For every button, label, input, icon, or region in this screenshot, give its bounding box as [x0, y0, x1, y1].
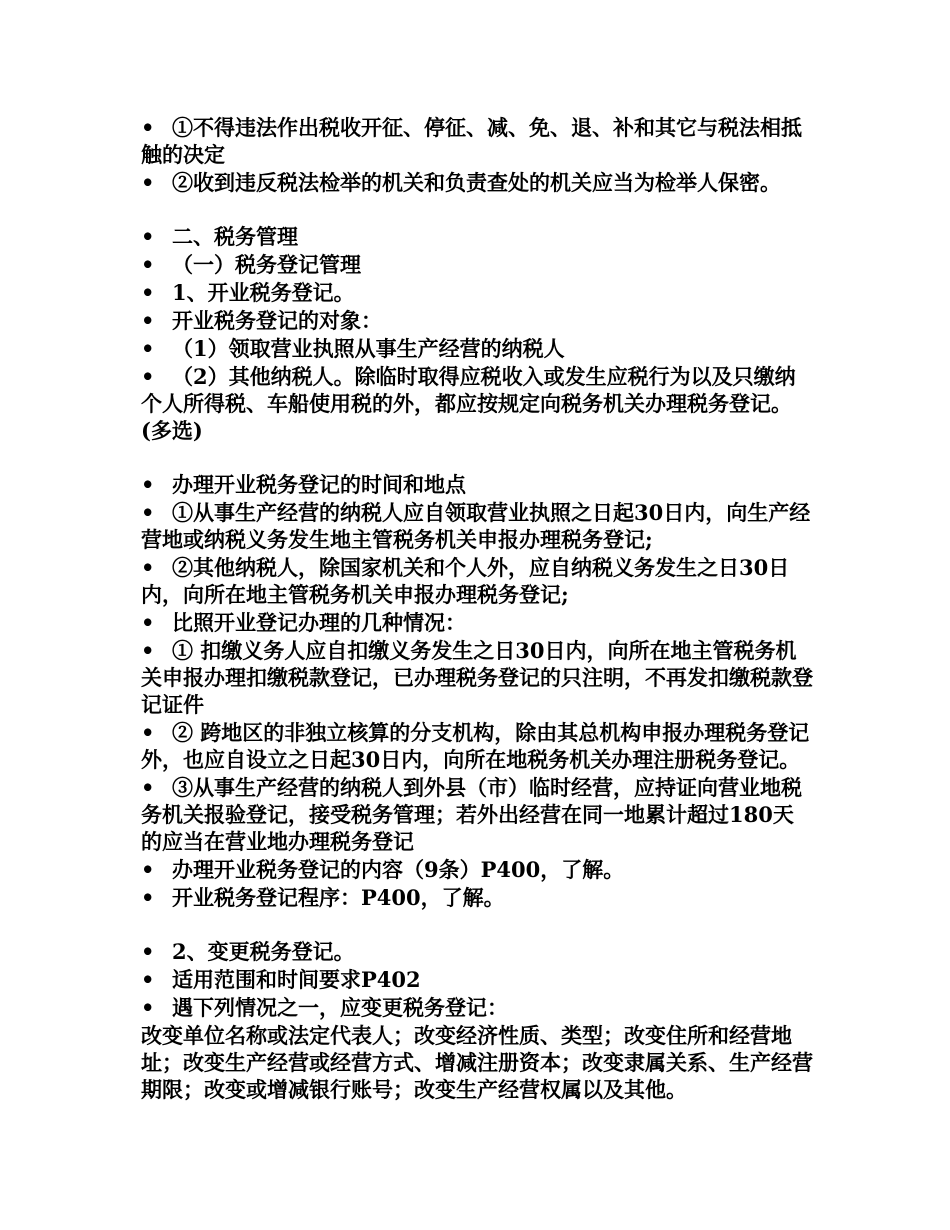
list-item-text: 比照开业登记办理的几种情况：	[172, 610, 466, 635]
bullet-icon: •	[141, 472, 155, 497]
list-item	[141, 938, 813, 965]
list-item	[141, 884, 813, 911]
list-item-text: ①不得违法作出税收开征、停征、减、免、退、补和其它与税法相抵触的决定	[141, 115, 802, 167]
list-item-text: 1、开业税务登记。	[172, 280, 355, 305]
list-item-text: 遇下列情况之一，应变更税务登记：	[172, 995, 508, 1020]
bullet-icon: •	[141, 638, 155, 663]
bullet-icon: •	[141, 939, 155, 964]
list-item	[141, 994, 813, 1021]
list-item	[141, 114, 813, 168]
list-item-text: 办理开业税务登记的内容（9条）P400，了解。	[172, 857, 625, 882]
list-item-text: ②其他纳税人，除国家机关和个人外，应自纳税义务发生之日30日内，向所在地主管税务机关申报办理税务登记;	[141, 555, 790, 607]
list-item	[141, 554, 813, 608]
list-item-text: 开业税务登记的对象：	[172, 308, 382, 333]
bullet-icon: •	[141, 170, 155, 195]
list-item-text: ② 跨地区的非独立核算的分支机构，除由其总机构申报办理税务登记外，也应自设立之日起30日内，向所在地税务机关办理注册税务登记。	[141, 720, 810, 772]
list-item-text: ① 扣缴义务人应自扣缴义务发生之日30日内，向所在地主管税务机关申报办理扣缴税款登记，已办理税务登记的只注明，不再发扣缴税款登记证件	[141, 638, 813, 717]
list-item	[141, 335, 813, 362]
bullet-icon: •	[141, 857, 155, 882]
list-item	[141, 966, 813, 993]
list-item-text: 办理开业税务登记的时间和地点	[172, 472, 466, 497]
list-item	[141, 363, 813, 444]
paragraph-gap	[141, 445, 813, 471]
subsection-heading: （一）税务登记管理	[172, 252, 361, 277]
list-item-text: 2、变更税务登记。	[172, 939, 355, 964]
paragraph-gap	[141, 197, 813, 223]
list-item-text: ③从事生产经营的纳税人到外县（市）临时经营，应持证向营业地税务机关报验登记，接受税务管理；若外出经营在同一地累计超过180天的应当在营业地办理税务登记	[141, 775, 802, 854]
list-item	[141, 637, 813, 718]
list-item	[141, 223, 813, 250]
bullet-icon: •	[141, 280, 155, 305]
bullet-icon: •	[141, 775, 155, 800]
bullet-icon: •	[141, 555, 155, 580]
paragraph-gap	[141, 912, 813, 938]
bullet-icon: •	[141, 720, 155, 745]
list-item-text: （1）领取营业执照从事生产经营的纳税人	[172, 336, 565, 361]
bullet-icon: •	[141, 336, 155, 361]
bullet-icon: •	[141, 500, 155, 525]
bullet-icon: •	[141, 995, 155, 1020]
document-page	[141, 114, 813, 1103]
list-item	[141, 609, 813, 636]
list-item	[141, 169, 813, 196]
closing-paragraph: 改变单位名称或法定代表人；改变经济性质、类型；改变住所和经营地址；改变生产经营或经营方式、增减注册资本；改变隶属关系、生产经营期限；改变或增减银行账号；改变生产经营权属以及其他。	[141, 1023, 813, 1102]
list-item	[141, 499, 813, 553]
bullet-icon: •	[141, 115, 155, 140]
bullet-icon: •	[141, 885, 155, 910]
bullet-icon: •	[141, 967, 155, 992]
bullet-icon: •	[141, 610, 155, 635]
list-item	[141, 774, 813, 855]
list-item	[141, 307, 813, 334]
bullet-icon: •	[141, 364, 155, 389]
bullet-icon: •	[141, 308, 155, 333]
list-item	[141, 719, 813, 773]
bullet-icon: •	[141, 252, 155, 277]
list-item	[141, 471, 813, 498]
list-item	[141, 251, 813, 278]
list-item	[141, 279, 813, 306]
list-item-text: ①从事生产经营的纳税人应自领取营业执照之日起30日内，向生产经营地或纳税义务发生地主管税务机关申报办理税务登记;	[141, 500, 811, 552]
list-item-text: ②收到违反税法检举的机关和负责查处的机关应当为检举人保密。	[172, 170, 781, 195]
list-item-text: （2）其他纳税人。除临时取得应税收入或发生应税行为以及只缴纳个人所得税、车船使用税的外，都应按规定向税务机关办理税务登记。(多选)	[141, 364, 796, 443]
bullet-icon: •	[141, 224, 155, 249]
section-heading: 二、税务管理	[172, 224, 298, 249]
list-item	[141, 856, 813, 883]
list-item-text: 适用范围和时间要求P402	[172, 967, 421, 992]
list-item-text: 开业税务登记程序：P400，了解。	[172, 885, 505, 910]
